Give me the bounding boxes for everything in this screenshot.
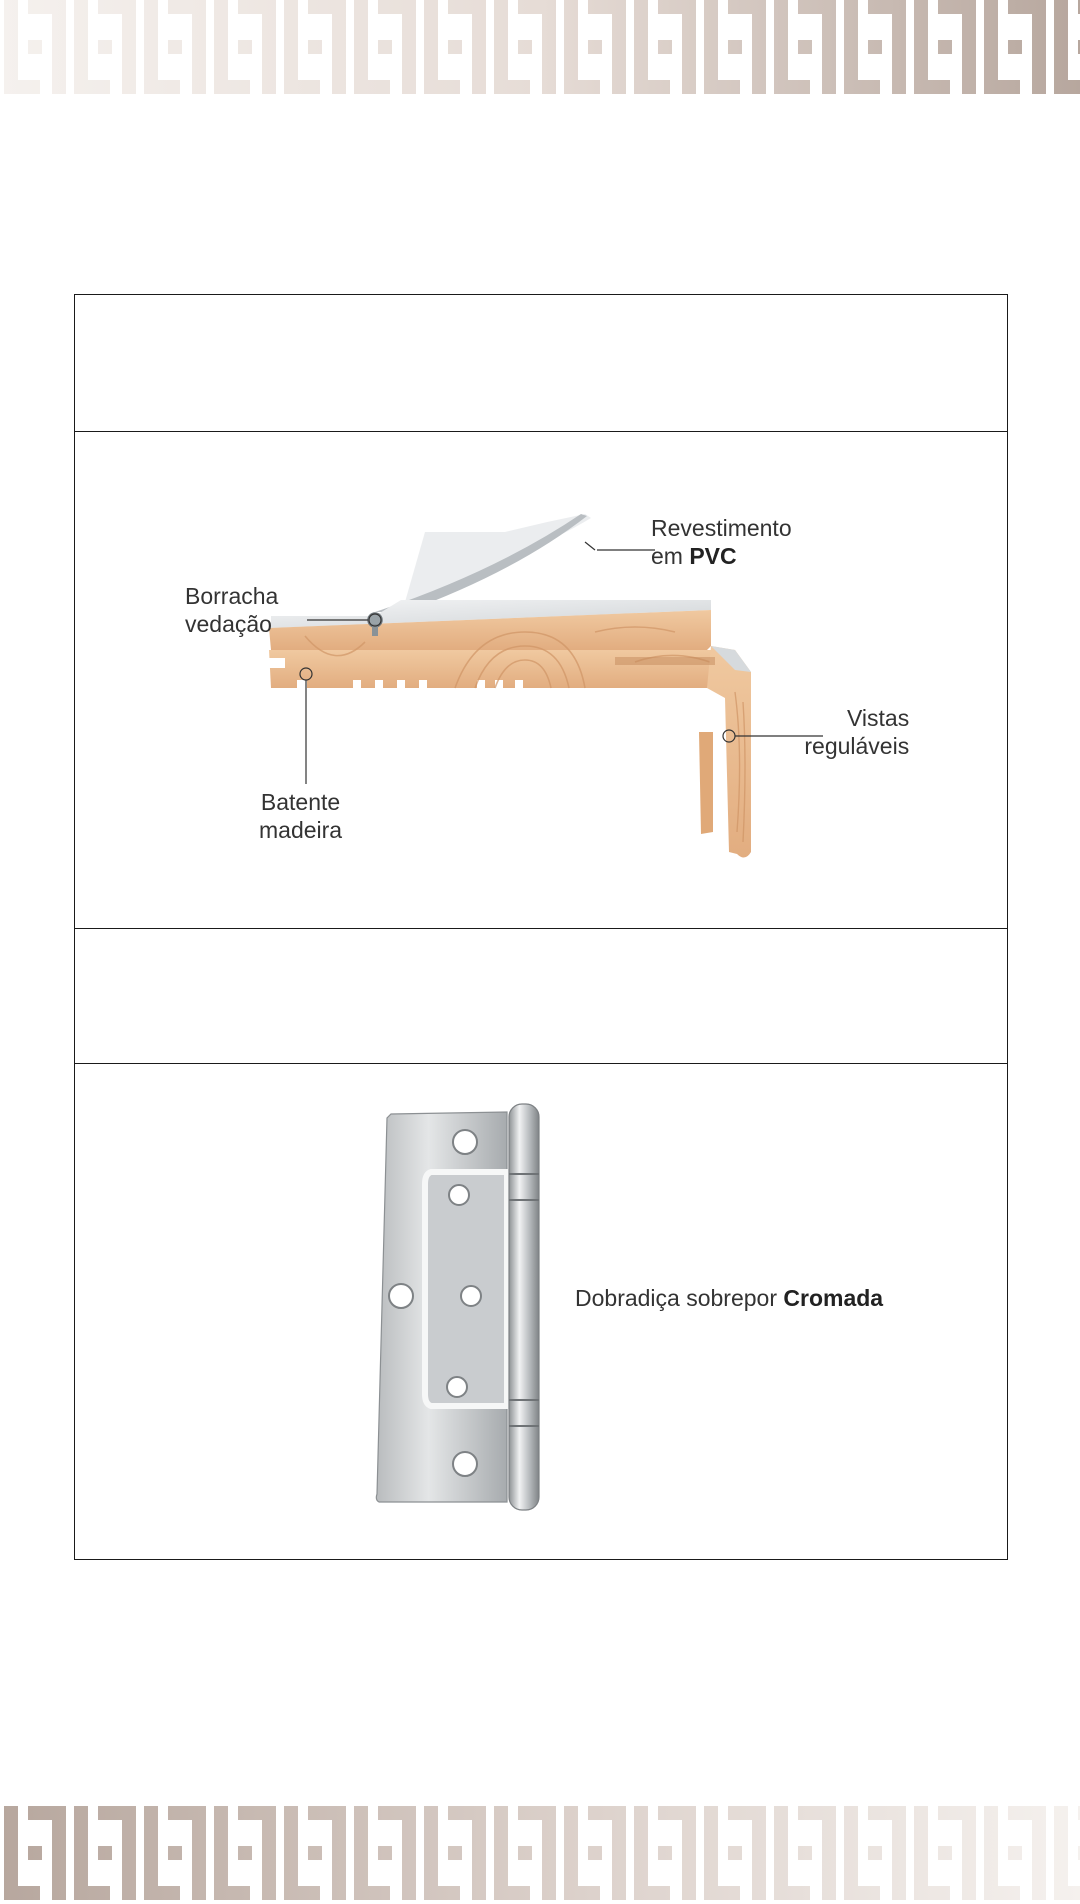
hinge-row [75,1064,1007,1559]
callout-trim [801,704,909,760]
profile-row [75,432,1007,928]
top-decorative-pattern [0,0,1080,100]
hinge-label-prefix: Dobradiça sobrepor [575,1285,784,1311]
callout-coating [651,514,792,570]
coating-label-prefix: em [651,543,690,569]
seal-label-line2: vedação [185,611,272,637]
door-frame-profile-icon [75,432,1007,928]
seal-label-line1: Borracha [185,583,279,609]
trim-label-line1: Vistas [847,705,910,731]
spec-table [74,294,1008,1560]
table-row-empty-2 [75,929,1007,1063]
callout-frame [259,788,342,844]
hinge-label-bold: Cromada [783,1285,884,1311]
trim-label-line2: reguláveis [804,733,910,759]
frame-label-line1: Batente [260,789,341,815]
callout-seal [185,582,278,638]
greek-key-pattern-icon [0,1800,1080,1904]
frame-label-line2: madeira [259,817,343,843]
bottom-decorative-pattern [0,1800,1080,1904]
coating-label-line1: Revestimento [651,515,792,541]
coating-label-bold: PVC [689,543,737,569]
greek-key-pattern-icon [0,0,1080,100]
table-row-empty-1 [75,295,1007,431]
hinge-label [575,1284,883,1312]
